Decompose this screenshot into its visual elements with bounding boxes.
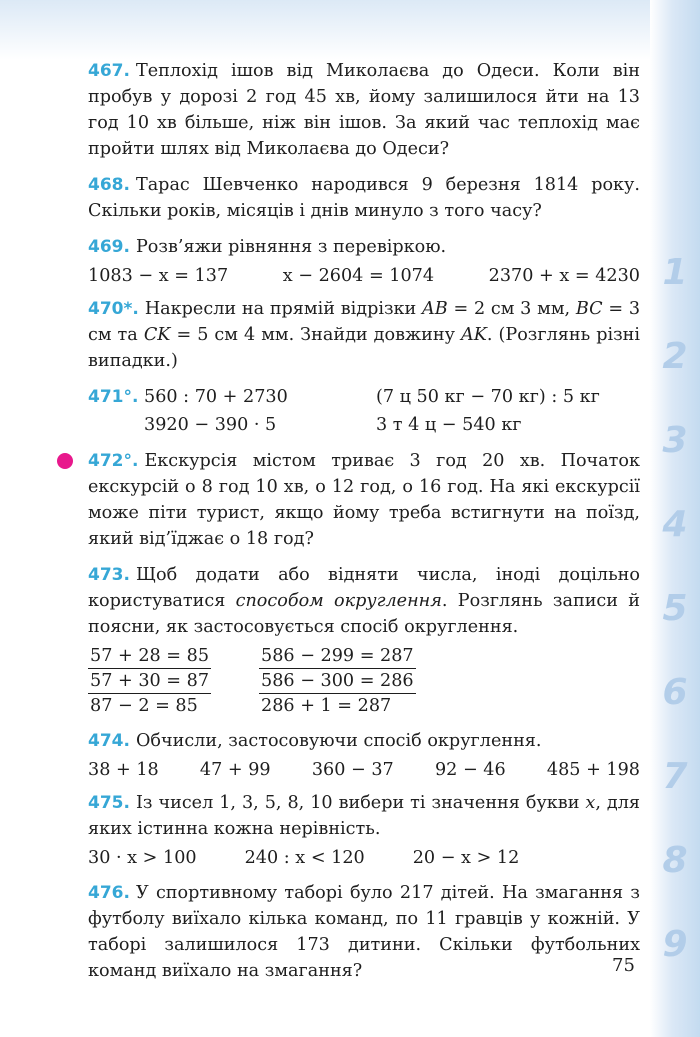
exercise-text: Екскурсія містом триває 3 год 20 хв. Початок екскурсій о 8 год 10 хв, о 12 год, о 16 год. На які екскурсії може піти турист, якщо йому треба встигнути на поїзд, який від’їджає о 18 год?	[88, 451, 640, 549]
exercise-text: Розв’яжи рівняння з перевіркою.	[135, 237, 447, 257]
exercise-number: 468.	[88, 175, 130, 195]
rounding-line: 87 − 2 = 85	[90, 696, 198, 716]
chapter-index-strip	[650, 0, 700, 1037]
exercise-473	[88, 562, 640, 640]
expression: (7 ц 50 кг − 70 кг) : 5 кг	[376, 387, 600, 407]
variable: x	[585, 793, 596, 813]
equations-row	[88, 262, 640, 290]
expression: 47 + 99	[199, 760, 271, 780]
rounding-line: 57 + 30 = 87	[88, 669, 211, 694]
strip-number: 2	[662, 336, 688, 377]
exercise-470	[88, 296, 640, 374]
exercise-number: 467.	[88, 61, 130, 81]
segment-label: BC	[575, 299, 603, 319]
exercise-number: 476.	[88, 883, 130, 903]
segment-label: CK	[143, 325, 171, 345]
exercise-text: Теплохід ішов від Миколаєва до Одеси. Коли він пробув у дорозі 2 год 45 хв, йому залишилося йти на 13 год 10 хв більше, ніж він ішов. За який час теплохід має пройти шлях від Миколаєва до Одеси?	[88, 61, 640, 159]
marker-dot-icon	[57, 453, 73, 469]
inequality: 240 : x < 120	[244, 848, 365, 868]
page-content	[88, 58, 640, 994]
rounding-examples	[88, 644, 640, 718]
exercise-text: = 2 см 3 мм,	[453, 299, 571, 319]
emphasis-text: способом округлення	[235, 591, 442, 611]
rounding-line: 57 + 28 = 85	[88, 644, 211, 669]
strip-number: 9	[662, 924, 688, 965]
exercise-text: = 5 см 4 мм. Знайди довжину	[176, 325, 455, 345]
rounding-line: 586 − 300 = 286	[259, 669, 416, 694]
segment-label: AK	[461, 325, 487, 345]
exercise-number: 473.	[88, 565, 130, 585]
strip-number: 8	[662, 840, 688, 881]
exercise-469	[88, 234, 640, 260]
strip-number: 5	[662, 588, 688, 629]
inequality: 30 · x > 100	[88, 848, 197, 868]
segment-label: AB	[422, 299, 448, 319]
exercise-text: . Розглянь записи й поясни, як застосовується спосіб округлення.	[88, 591, 640, 637]
strip-number: 4	[662, 504, 688, 545]
exercise-476	[88, 880, 640, 984]
exercise-number: 475.	[88, 793, 130, 813]
exercise-474	[88, 728, 640, 754]
exercise-number: 470*.	[88, 299, 139, 319]
exercise-number: 469.	[88, 237, 130, 257]
exercise-text: Тарас Шевченко народився 9 березня 1814 року. Скільки років, місяців і днів минуло з того часу?	[88, 175, 640, 221]
expression: 360 − 37	[311, 760, 394, 780]
page-number: 75	[612, 955, 635, 976]
expression: 560 : 70 + 2730	[144, 387, 288, 407]
rounding-column-right	[259, 644, 416, 718]
top-gradient	[0, 0, 700, 60]
exercise-text: Обчисли, застосовуючи спосіб округлення.	[135, 731, 542, 751]
exercise-text: Накресли на прямій відрізки	[144, 299, 417, 319]
expression: 38 + 18	[88, 760, 159, 780]
exercise-text: Щоб додати або відняти числа, іноді доцільно користуватися	[88, 565, 640, 611]
equation: x − 2604 = 1074	[282, 266, 435, 286]
exercise-number: 474.	[88, 731, 130, 751]
exercise-text: У спортивному таборі було 217 дітей. На змагання з футболу виїхало кілька команд, по 11 гравців у кожній. У таборі залишилося 173 дитини. Скільки футбольних команд виїхало на змагання?	[88, 883, 640, 981]
rounding-column-left	[88, 644, 211, 718]
exercise-number: 471°.	[88, 387, 139, 407]
exercise-467	[88, 58, 640, 162]
expressions-row	[88, 756, 640, 784]
rounding-line: 586 − 299 = 287	[259, 644, 416, 669]
exercise-text: Із чисел 1, 3, 5, 8, 10 вибери ті значення букви	[135, 793, 580, 813]
expression: 92 − 46	[434, 760, 506, 780]
exercise-number: 472°.	[88, 451, 139, 471]
exercise-text: . (Розглянь різні випадки.)	[88, 325, 641, 371]
exercise-468	[88, 172, 640, 224]
expression: 3 т 4 ц − 540 кг	[376, 415, 522, 435]
exercise-472	[88, 448, 640, 552]
strip-number: 3	[662, 420, 688, 461]
expression: 485 + 198	[546, 760, 640, 780]
strip-number: 7	[662, 756, 688, 797]
exercise-475	[88, 790, 640, 842]
strip-number: 1	[662, 252, 688, 293]
exercise-text: = 3 см та	[88, 299, 641, 345]
exercise-text: , для яких істинна кожна нерівність.	[88, 793, 640, 839]
expression: 3920 − 390 · 5	[144, 415, 277, 435]
inequality: 20 − x > 12	[412, 848, 520, 868]
exercise-471	[88, 384, 640, 438]
strip-number: 6	[662, 672, 688, 713]
equation: 2370 + x = 4230	[488, 266, 640, 286]
inequalities-row	[88, 844, 640, 872]
rounding-line: 286 + 1 = 287	[261, 696, 392, 716]
equation: 1083 − x = 137	[88, 266, 229, 286]
